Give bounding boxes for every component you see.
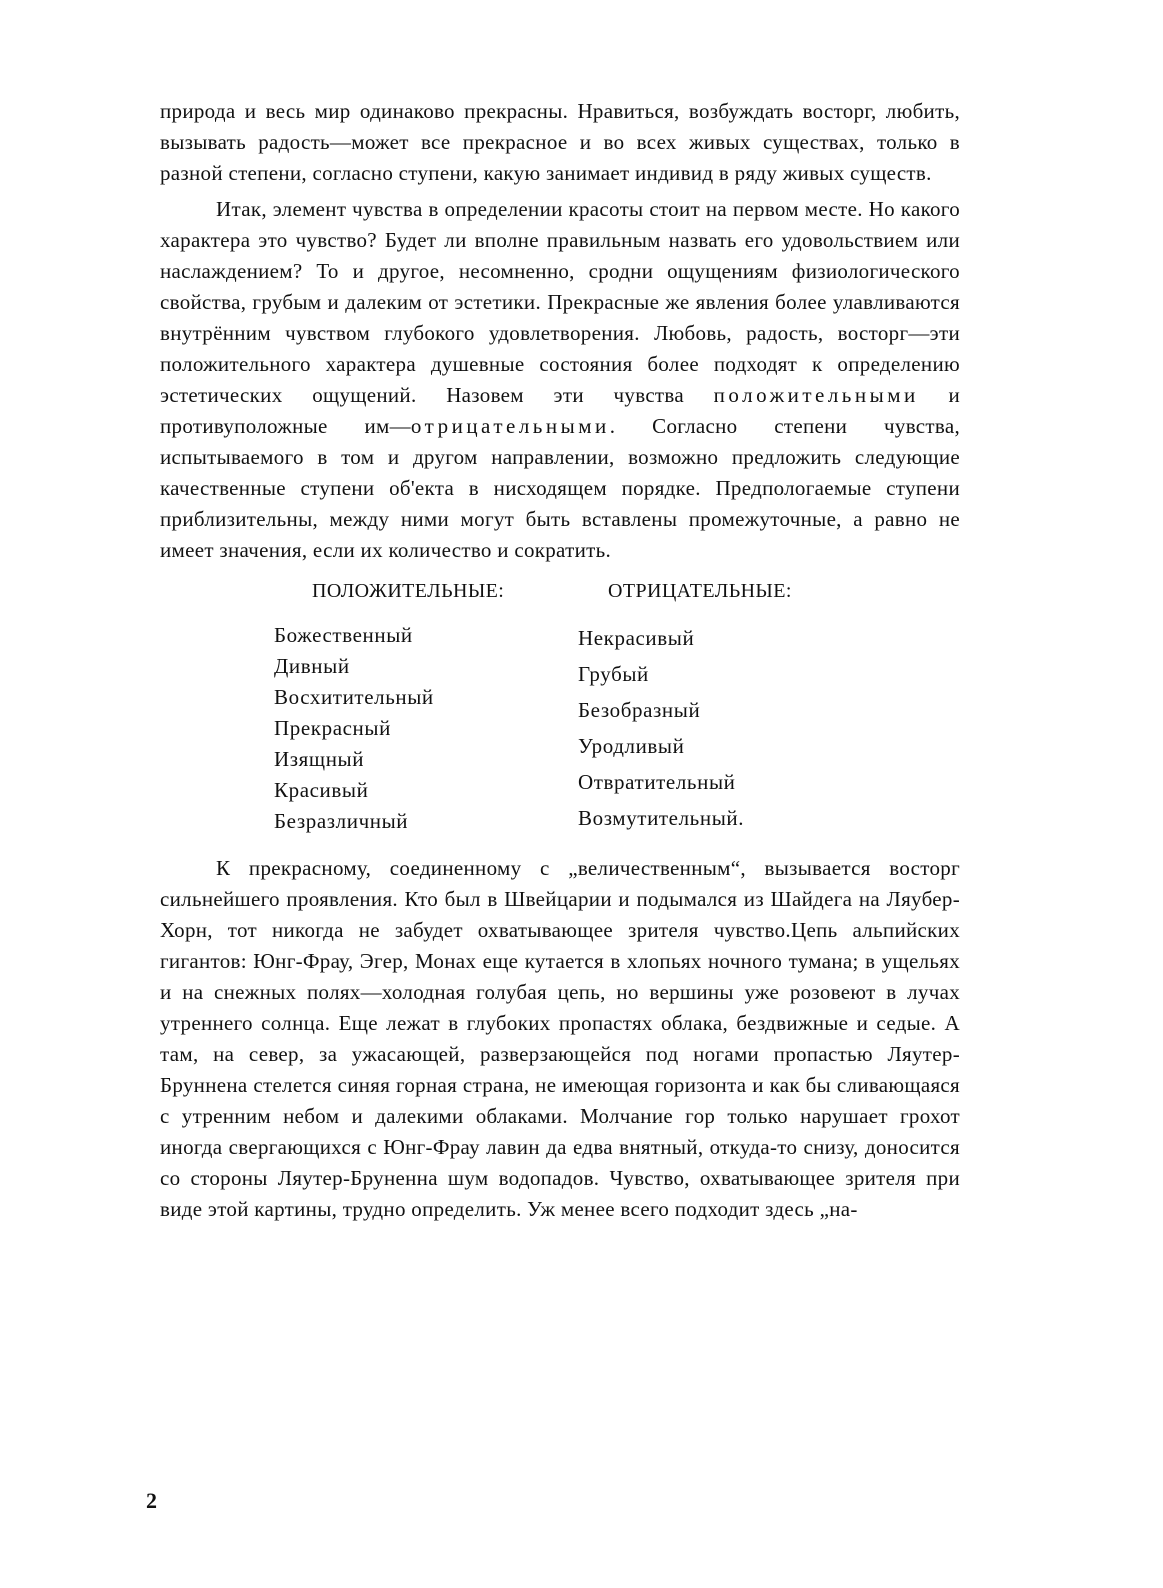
list-item: Отвратительный	[578, 770, 736, 794]
list-item: Дивный	[274, 654, 350, 678]
term-positive: положительными	[713, 383, 919, 407]
negative-column	[578, 580, 792, 836]
paragraph-1: природа и весь мир одинаково прекрасны. Нравиться, возбуждать восторг, любить, вызывать радость—может все прекрасное и во всех живых существах, только в разной степени, согласно ступени, какую занимает индивид в ряду живых существ.	[160, 99, 960, 185]
list-item: Красивый	[274, 778, 369, 802]
paragraph-2	[160, 194, 960, 566]
list-item: Безобразный	[578, 698, 701, 722]
positive-list	[274, 620, 504, 837]
list-item: Прекрасный	[274, 716, 391, 740]
list-item: Божественный	[274, 623, 413, 647]
positive-column	[274, 580, 504, 837]
term-negative: отрицательными	[410, 414, 610, 438]
negative-heading: ОТРИЦАТЕЛЬНЫЕ:	[608, 580, 792, 602]
list-item: Безразличный	[274, 809, 409, 833]
negative-list	[578, 620, 792, 836]
list-item: Некрасивый	[578, 626, 695, 650]
page-body	[160, 96, 960, 1225]
list-item: Изящный	[274, 747, 365, 771]
paragraph-3: К прекрасному, соединенному с „величественным“, вызывается восторг сильнейшего проявления. Кто был в Швейцарии и подымался из Шайдега на Ляубер-Хорн, тот никогда не забудет охватывающее зрителя чувство.Цепь альпийских гигантов: Юнг-Фрау, Эгер, Монах еще кутается в хлопьях ночного тумана; в ущельях и на снежных полях—холодная голубая цепь, но вершины уже розовеют в лучах утреннего солнца. Еще лежат в глубоких пропастях облака, бездвижные и седые. А там, на север, за ужасающей, разверзающейся под ногами пропастью Ляутер-Бруннена стелется синяя горная страна, не имеющая горизонта и как бы сливающаяся с утренним небом и далекими облаками. Молчание гор только нарушает грохот иногда свергающихся с Юнг-Фрау лавин да едва внятный, откуда-то снизу, доносится со стороны Ляутер-Бруненна шум водопадов. Чувство, охватывающее зрителя при виде этой картины, трудно определить. Уж менее всего подходит здесь „на-	[160, 856, 960, 1221]
list-item: Восхитительный	[274, 685, 434, 709]
gradation-columns	[160, 580, 960, 845]
list-item: Возмутительный.	[578, 806, 745, 830]
paragraph-2-part-2: и противуположные им—	[160, 383, 960, 438]
page-number: 2	[146, 1488, 157, 1513]
list-item: Грубый	[578, 662, 649, 686]
positive-heading: ПОЛОЖИТЕЛЬНЫЕ:	[312, 580, 505, 602]
paragraph-2-part-1: Итак, элемент чувства в определении красоты стоит на первом месте. Но какого характера это чувство? Будет ли вполне правильным назвать его удовольствием или наслаждением? То и другое, несомненно, сродни ощущениям физиологического свойства, грубым и далеким от эстетики. Прекрасные же явления более улавливаются внутрённим чувством глубокого удовлетворения. Любовь, радость, восторг—эти положительного характера душевные состояния более подходят к определению эстетических ощущений. Назовем эти чувства	[160, 197, 960, 407]
list-item: Уродливый	[578, 734, 685, 758]
paragraph-2-part-3: . Согласно степени чувства, испытываемого в том и другом направлении, возможно предложить следующие качественные ступени об'екта в нисходящем порядке. Предпологаемые ступени приблизительны, между ними могут быть вставлены промежуточные, а равно не имеет значения, если их количество и сократить.	[160, 414, 960, 562]
